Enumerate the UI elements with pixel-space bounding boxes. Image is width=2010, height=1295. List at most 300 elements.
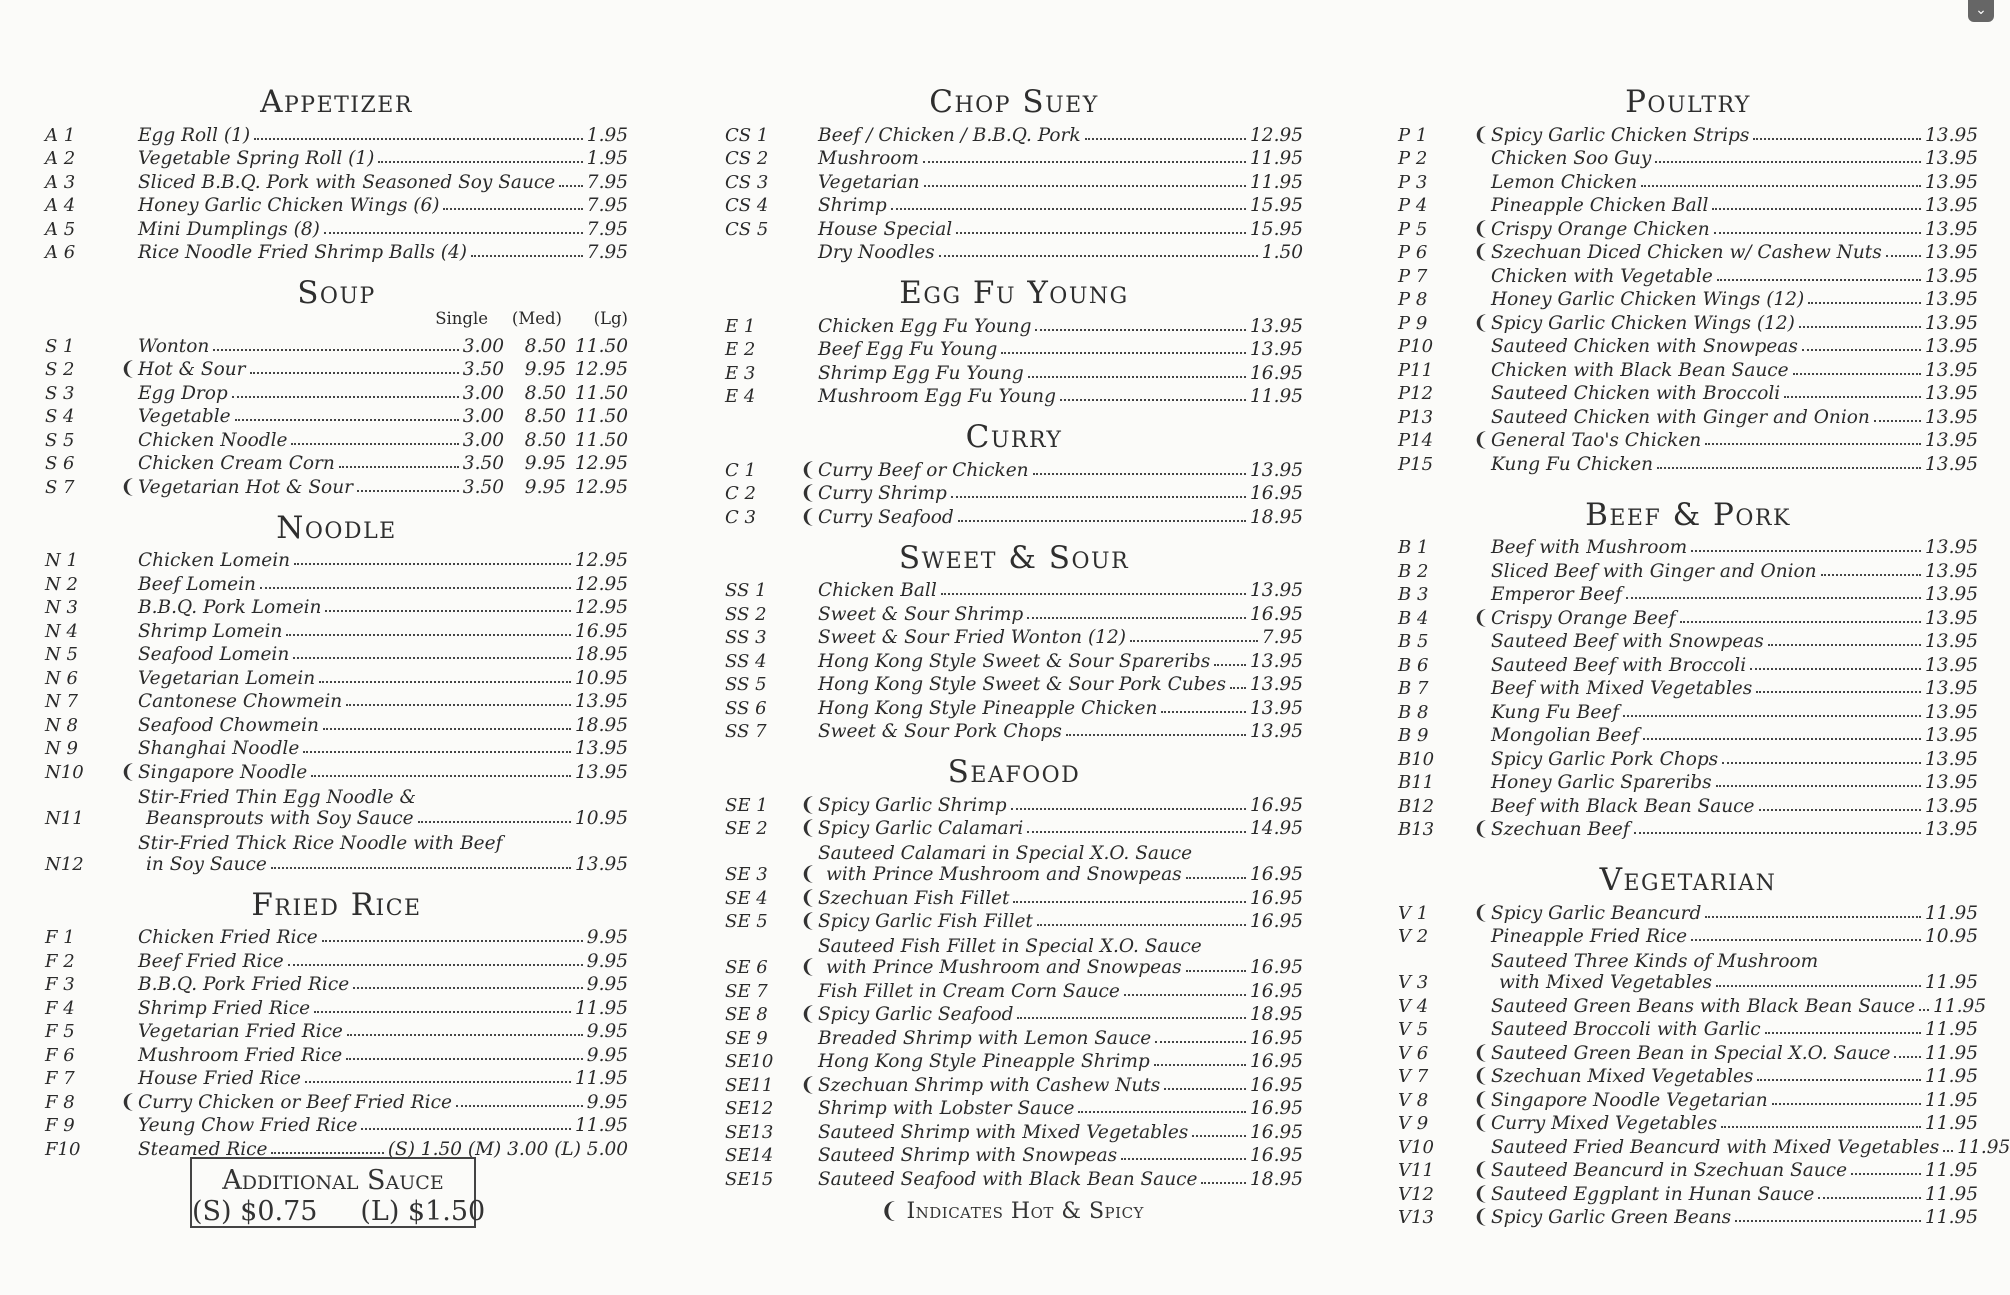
item-code: P 8 — [1398, 289, 1428, 310]
hot-pepper-icon: ❨ — [800, 910, 816, 932]
item-price: 11.95 — [1925, 1207, 1978, 1228]
price-med: 8.50 — [524, 406, 566, 427]
item-code: SS 1 — [725, 580, 767, 601]
menu-item — [45, 642, 628, 666]
item-name-wrap — [1491, 1160, 1978, 1181]
item-name: Spicy Garlic Green Beans — [1491, 1207, 1732, 1228]
item-code: P11 — [1398, 359, 1434, 381]
leader-dots — [471, 255, 583, 257]
hot-pepper-icon: ❨ — [800, 1003, 816, 1025]
item-name: Curry Mixed Vegetables — [1491, 1113, 1718, 1134]
item-name: Hot & Sour — [138, 359, 246, 380]
menu-item — [45, 427, 628, 451]
item-code: N 1 — [45, 550, 78, 571]
item-code: SE13 — [725, 1121, 774, 1143]
item-code: N 2 — [45, 573, 78, 595]
menu-item — [1398, 746, 1978, 770]
hot-pepper-icon: ❨ — [800, 863, 816, 885]
item-price: 11.95 — [1925, 1089, 1978, 1111]
size-lg-label: (Lg) — [593, 309, 628, 328]
leader-dots — [1013, 901, 1246, 903]
item-code: P14 — [1398, 430, 1434, 451]
hot-pepper-icon: ❨ — [1473, 241, 1489, 263]
item-name-wrap — [818, 1051, 1303, 1072]
item-price: 15.95 — [1250, 218, 1303, 240]
item-name-wrap — [138, 148, 628, 169]
item-price: 13.95 — [1925, 430, 1978, 451]
menu-item — [45, 146, 628, 170]
item-price: 16.95 — [575, 620, 628, 642]
leader-dots — [1130, 640, 1258, 642]
item-price: 13.95 — [1250, 697, 1303, 719]
leader-dots — [347, 1034, 583, 1036]
leader-dots — [1027, 831, 1246, 833]
item-price: 11.95 — [1250, 148, 1303, 169]
item-name: Sauteed Seafood with Black Bean Sauce — [818, 1168, 1198, 1190]
leader-dots — [1799, 326, 1921, 328]
leader-dots — [456, 1105, 583, 1107]
item-code: F 9 — [45, 1115, 75, 1136]
leader-dots — [1772, 1103, 1921, 1105]
leader-dots — [1037, 924, 1246, 926]
item-code: V 7 — [1398, 1066, 1429, 1087]
item-price: 13.95 — [1925, 312, 1978, 334]
menu-item — [1398, 993, 1987, 1017]
leader-dots — [939, 255, 1258, 257]
price-single: 3.00 — [462, 335, 504, 357]
item-code: A 5 — [45, 218, 76, 240]
item-code: P 4 — [1398, 195, 1428, 216]
item-name-wrap — [138, 998, 628, 1019]
item-code: F10 — [45, 1138, 81, 1160]
item-price: 13.95 — [1925, 218, 1978, 240]
section-sweet-sour — [725, 540, 1303, 743]
item-name-wrap — [818, 363, 1303, 384]
section-soup — [45, 275, 628, 498]
item-name: Sweet & Sour Shrimp — [818, 603, 1024, 625]
item-price: 16.95 — [1250, 1074, 1303, 1096]
item-code: V11 — [1398, 1160, 1434, 1181]
menu-item — [45, 169, 628, 193]
item-code: C 2 — [725, 483, 756, 504]
menu-item — [1398, 428, 1978, 452]
leader-dots — [346, 704, 571, 706]
item-name: Fish Fillet in Cream Corn Sauce — [818, 980, 1120, 1002]
item-name-wrap — [138, 668, 628, 689]
menu-item — [45, 216, 628, 240]
leader-dots — [1750, 668, 1921, 670]
item-name-wrap — [138, 715, 628, 736]
item-price: 13.95 — [1925, 453, 1978, 475]
item-price: 13.95 — [1925, 406, 1978, 428]
item-price: 13.95 — [1925, 148, 1978, 169]
menu-item — [45, 380, 628, 404]
menu-item — [45, 240, 628, 264]
leader-dots — [1154, 1064, 1246, 1066]
item-price: 13.95 — [1925, 195, 1978, 216]
menu-item — [1398, 723, 1978, 747]
menu-item — [45, 689, 628, 713]
item-name: Singapore Noodle — [138, 761, 308, 783]
item-name: Singapore Noodle Vegetarian — [1491, 1089, 1768, 1111]
item-name-wrap — [818, 242, 1303, 263]
leader-dots — [1011, 808, 1246, 810]
leader-dots — [353, 987, 583, 989]
item-name-wrap — [1491, 242, 1978, 263]
item-price: 13.95 — [1925, 265, 1978, 287]
item-name-continued: with Prince Mushroom and Snowpeas — [826, 864, 1182, 885]
item-code: F 3 — [45, 974, 75, 995]
item-name-wrap — [818, 339, 1303, 360]
item-name-wrap — [818, 674, 1303, 695]
leader-dots — [361, 1128, 571, 1130]
item-price: 13.95 — [1925, 772, 1978, 793]
item-name: Spicy Garlic Fish Fillet — [818, 911, 1033, 932]
leader-dots — [324, 232, 583, 234]
leader-dots — [323, 728, 571, 730]
item-name: Lemon Chicken — [1491, 171, 1638, 193]
item-name-wrap — [138, 927, 628, 948]
menu-item — [1398, 263, 1978, 287]
item-name-wrap — [818, 795, 1303, 816]
item-name: Chicken Ball — [818, 580, 937, 601]
leader-dots — [1874, 420, 1921, 422]
section-title: Curry — [965, 419, 1063, 455]
leader-dots — [346, 1058, 583, 1060]
item-name-wrap — [1491, 1113, 1978, 1134]
item-code: A 4 — [45, 195, 76, 216]
item-name: Breaded Shrimp with Lemon Sauce — [818, 1027, 1152, 1049]
item-name: Sauteed Chicken with Ginger and Onion — [1491, 406, 1870, 428]
item-price: 7.95 — [586, 242, 628, 263]
item-code: SE 7 — [725, 980, 768, 1002]
item-name-wrap — [818, 1075, 1303, 1096]
item-name-continued: Beansprouts with Soy Sauce — [146, 807, 414, 829]
item-name-wrap — [1491, 1019, 1978, 1040]
item-name: Curry Chicken or Beef Fried Rice — [138, 1091, 452, 1113]
item-name: Mini Dumplings (8) — [138, 218, 320, 240]
leader-dots — [1680, 621, 1921, 623]
item-price: 16.95 — [1250, 1145, 1303, 1166]
item-name: Sliced Beef with Ginger and Onion — [1491, 560, 1817, 582]
hot-pepper-icon: ❨ — [800, 886, 816, 909]
leader-dots — [1186, 877, 1246, 879]
menu-item — [725, 169, 1303, 193]
hot-pepper-icon: ❨ — [1473, 1112, 1489, 1134]
item-name: Steamed Rice — [138, 1138, 268, 1160]
item-name-wrap — [818, 148, 1303, 169]
leader-dots — [286, 634, 571, 636]
leader-dots — [1821, 574, 1921, 576]
leader-dots — [951, 496, 1246, 498]
item-name: Hong Kong Style Pineapple Shrimp — [818, 1051, 1150, 1072]
item-price: 13.95 — [1925, 725, 1978, 746]
menu-item — [1398, 169, 1978, 193]
leader-dots — [314, 1011, 571, 1013]
item-name: Sauteed Green Bean in Special X.O. Sauce — [1491, 1042, 1891, 1064]
hot-pepper-icon: ❨ — [1473, 818, 1489, 840]
item-name: Emperor Beef — [1491, 584, 1622, 605]
item-name-wrap — [1491, 951, 1978, 993]
menu-item — [725, 216, 1303, 240]
leader-dots — [1886, 255, 1921, 257]
item-code: B 9 — [1398, 725, 1429, 746]
item-name: General Tao's Chicken — [1491, 430, 1702, 451]
menu-item — [45, 736, 628, 760]
item-code: N 7 — [45, 691, 78, 712]
menu-item — [725, 481, 1303, 505]
section-title: Fried Rice — [251, 886, 422, 923]
item-name: Dry Noodles — [818, 242, 935, 263]
item-price: 16.95 — [1250, 864, 1303, 885]
leader-dots — [924, 185, 1246, 187]
item-name-wrap — [1491, 1136, 2010, 1158]
section-fried-rice — [45, 887, 628, 1160]
menu-item — [1398, 947, 1978, 993]
leader-dots — [1060, 399, 1246, 401]
item-name-wrap — [1491, 1043, 1978, 1064]
additional-sauce-title: Additional Sauce — [222, 1165, 444, 1196]
price-single: 3.00 — [462, 429, 504, 451]
item-price: 13.95 — [1925, 654, 1978, 676]
item-price: 13.95 — [1250, 674, 1303, 695]
leader-dots — [1017, 1017, 1246, 1019]
hot-pepper-icon: ❨ — [1473, 429, 1489, 451]
item-name-wrap — [1491, 584, 1978, 605]
item-price: 9.95 — [586, 1091, 628, 1113]
menu-item — [1398, 1040, 1978, 1064]
menu-item — [725, 384, 1303, 408]
menu-item — [725, 816, 1303, 840]
item-name-wrap — [1491, 608, 1978, 629]
item-code: V 2 — [1398, 926, 1429, 947]
item-code: SE12 — [725, 1098, 774, 1119]
item-code: SE 2 — [725, 818, 768, 839]
menu-item — [725, 1049, 1303, 1073]
menu-item — [45, 618, 628, 642]
leader-dots — [1765, 1032, 1921, 1034]
menu-item — [1398, 770, 1978, 794]
item-price: 13.95 — [575, 761, 628, 783]
menu-item — [725, 504, 1303, 528]
item-name: Sauteed Shrimp with Mixed Vegetables — [818, 1121, 1189, 1143]
item-name-wrap — [818, 651, 1303, 672]
menu-item — [725, 337, 1303, 361]
item-price: 11.95 — [1933, 995, 1987, 1017]
item-name: Mongolian Beef — [1491, 725, 1639, 746]
item-code: B 6 — [1398, 654, 1429, 676]
item-price: 12.95 — [1250, 124, 1303, 146]
menu-item — [1398, 605, 1978, 629]
menu-item — [45, 712, 628, 736]
item-code: SE 1 — [725, 794, 768, 816]
item-code: F 5 — [45, 1021, 75, 1042]
item-name: Sauteed Beancurd in Szechuan Sauce — [1491, 1160, 1848, 1181]
menu-column-middle — [725, 84, 1303, 1202]
item-name: Curry Seafood — [818, 506, 954, 528]
item-price: 16.95 — [1250, 980, 1303, 1002]
item-code: E 1 — [725, 315, 756, 337]
item-code: N 4 — [45, 620, 78, 642]
item-name: Sauteed Chicken with Broccoli — [1491, 383, 1781, 404]
section-curry — [725, 419, 1303, 528]
leader-dots — [319, 681, 571, 683]
additional-sauce-prices: (S) $0.75 (L) $1.50 — [192, 1196, 486, 1227]
leader-dots — [1705, 443, 1921, 445]
menu-item — [1398, 216, 1978, 240]
hot-pepper-icon: ❨ — [1473, 1065, 1489, 1087]
item-name: Egg Roll (1) — [138, 124, 251, 146]
menu-item — [1398, 287, 1978, 311]
item-name: Shrimp Egg Fu Young — [818, 362, 1024, 384]
item-code: CS 1 — [725, 124, 769, 146]
item-name: Chicken Fried Rice — [138, 927, 318, 948]
menu-item — [1398, 451, 1978, 475]
item-code: SS 3 — [725, 627, 767, 648]
price-med: 8.50 — [524, 382, 566, 404]
item-code: A 6 — [45, 242, 76, 263]
hot-pepper-icon: ❨ — [800, 1073, 816, 1096]
item-name-wrap — [1491, 172, 1978, 193]
item-code: F 8 — [45, 1091, 75, 1113]
item-price: 9.95 — [586, 927, 628, 948]
item-price: 11.95 — [1925, 1160, 1978, 1181]
item-price: 16.95 — [1250, 1027, 1303, 1049]
item-name: Szechuan Beef — [1491, 819, 1630, 840]
item-name-wrap — [818, 627, 1303, 648]
leader-dots — [941, 593, 1246, 595]
section-noodle — [45, 510, 628, 875]
leader-dots — [322, 940, 583, 942]
section-title: Noodle — [276, 509, 397, 546]
menu-item — [45, 995, 628, 1019]
item-price: 13.95 — [1925, 242, 1978, 263]
leader-dots — [1722, 762, 1921, 764]
item-name: Chicken Egg Fu Young — [818, 315, 1032, 337]
item-price: 11.95 — [1925, 1066, 1978, 1087]
item-name: Crispy Orange Chicken — [1491, 218, 1710, 240]
item-code: SE 3 — [725, 864, 768, 885]
item-code: F 6 — [45, 1044, 75, 1066]
item-name: B.B.Q. Pork Lomein — [138, 597, 322, 618]
item-price: 13.95 — [1250, 459, 1303, 481]
item-name-wrap — [138, 359, 628, 380]
item-name: Szechuan Diced Chicken w/ Cashew Nuts — [1491, 242, 1882, 263]
item-name: Chicken Cream Corn — [138, 453, 335, 474]
item-price: 13.95 — [1925, 701, 1978, 723]
item-price: 1.95 — [586, 148, 628, 169]
item-name-wrap — [1491, 1066, 1978, 1087]
item-name-wrap — [1491, 1184, 1978, 1205]
item-price: 11.95 — [1250, 386, 1303, 407]
item-code: B12 — [1398, 795, 1435, 817]
item-name-wrap — [1491, 430, 1978, 451]
menu-item — [725, 240, 1303, 264]
item-name-wrap — [1491, 219, 1978, 240]
chevron-down-icon[interactable]: ⌄ — [1968, 0, 1994, 22]
item-code: S 6 — [45, 453, 75, 474]
item-code: P 9 — [1398, 312, 1428, 334]
item-price: 10.95 — [575, 807, 628, 829]
hot-pepper-icon: ❨ — [880, 1199, 899, 1224]
item-price: 7.95 — [586, 218, 628, 240]
leader-dots — [325, 610, 571, 612]
item-name-wrap — [138, 172, 628, 193]
item-code: A 3 — [45, 171, 76, 193]
legend-text: Indicates Hot & Spicy — [906, 1199, 1144, 1224]
item-price: 11.95 — [575, 1068, 628, 1089]
item-name-wrap — [1491, 148, 1978, 169]
leader-dots — [1759, 809, 1922, 811]
item-name-wrap — [818, 219, 1303, 240]
item-name: Yeung Chow Fried Rice — [138, 1115, 358, 1136]
item-code: V13 — [1398, 1207, 1434, 1228]
menu-item — [45, 1089, 628, 1113]
leader-dots — [1623, 715, 1921, 717]
item-name-wrap — [818, 818, 1303, 839]
item-name-wrap — [1491, 796, 1978, 817]
item-name-wrap — [818, 936, 1303, 978]
item-code: N12 — [45, 853, 84, 875]
menu-item — [45, 357, 628, 381]
price-med: 8.50 — [524, 429, 566, 451]
section-title: Sweet & Sour — [898, 539, 1130, 576]
menu-item — [45, 972, 628, 996]
item-code: P15 — [1398, 453, 1434, 475]
section-title: Egg Fu Young — [899, 275, 1129, 311]
leader-dots — [1757, 1079, 1921, 1081]
menu-item — [725, 695, 1303, 719]
menu-item — [1398, 793, 1978, 817]
leader-dots — [1124, 994, 1246, 996]
item-name: Beef with Mixed Vegetables — [1491, 678, 1753, 699]
hot-pepper-icon: ❨ — [1473, 123, 1489, 146]
leader-dots — [1201, 1182, 1246, 1184]
leader-dots — [339, 466, 459, 468]
item-code: F 7 — [45, 1068, 75, 1089]
item-code: F 2 — [45, 950, 75, 972]
item-price: 12.95 — [575, 573, 628, 595]
price-lg: 12.95 — [575, 476, 628, 498]
item-price: 13.95 — [1925, 819, 1978, 840]
item-code: C 1 — [725, 459, 756, 481]
menu-item — [725, 719, 1303, 743]
size-med-label: (Med) — [511, 309, 562, 328]
leader-dots — [1186, 970, 1246, 972]
menu-column-right — [1398, 84, 2010, 1240]
leader-dots — [1001, 352, 1246, 354]
leader-dots — [303, 751, 571, 753]
item-name: Shrimp Fried Rice — [138, 997, 311, 1019]
leader-dots — [1818, 1197, 1921, 1199]
item-name-wrap — [818, 1145, 1303, 1166]
item-name: Mushroom Egg Fu Young — [818, 386, 1056, 407]
section-title: Soup — [297, 275, 376, 311]
hot-pepper-icon: ❨ — [800, 793, 816, 816]
item-code: A 2 — [45, 148, 76, 169]
menu-item — [1398, 357, 1978, 381]
menu-item — [725, 978, 1303, 1002]
leader-dots — [1161, 711, 1246, 713]
item-name-wrap — [818, 483, 1303, 504]
item-name-wrap — [818, 507, 1303, 528]
hot-pepper-icon: ❨ — [120, 760, 136, 783]
menu-item — [45, 1019, 628, 1043]
menu-item — [1398, 122, 1978, 146]
leader-dots — [1784, 396, 1921, 398]
item-code: V 3 — [1398, 972, 1429, 993]
section-title: Appetizer — [260, 84, 413, 120]
